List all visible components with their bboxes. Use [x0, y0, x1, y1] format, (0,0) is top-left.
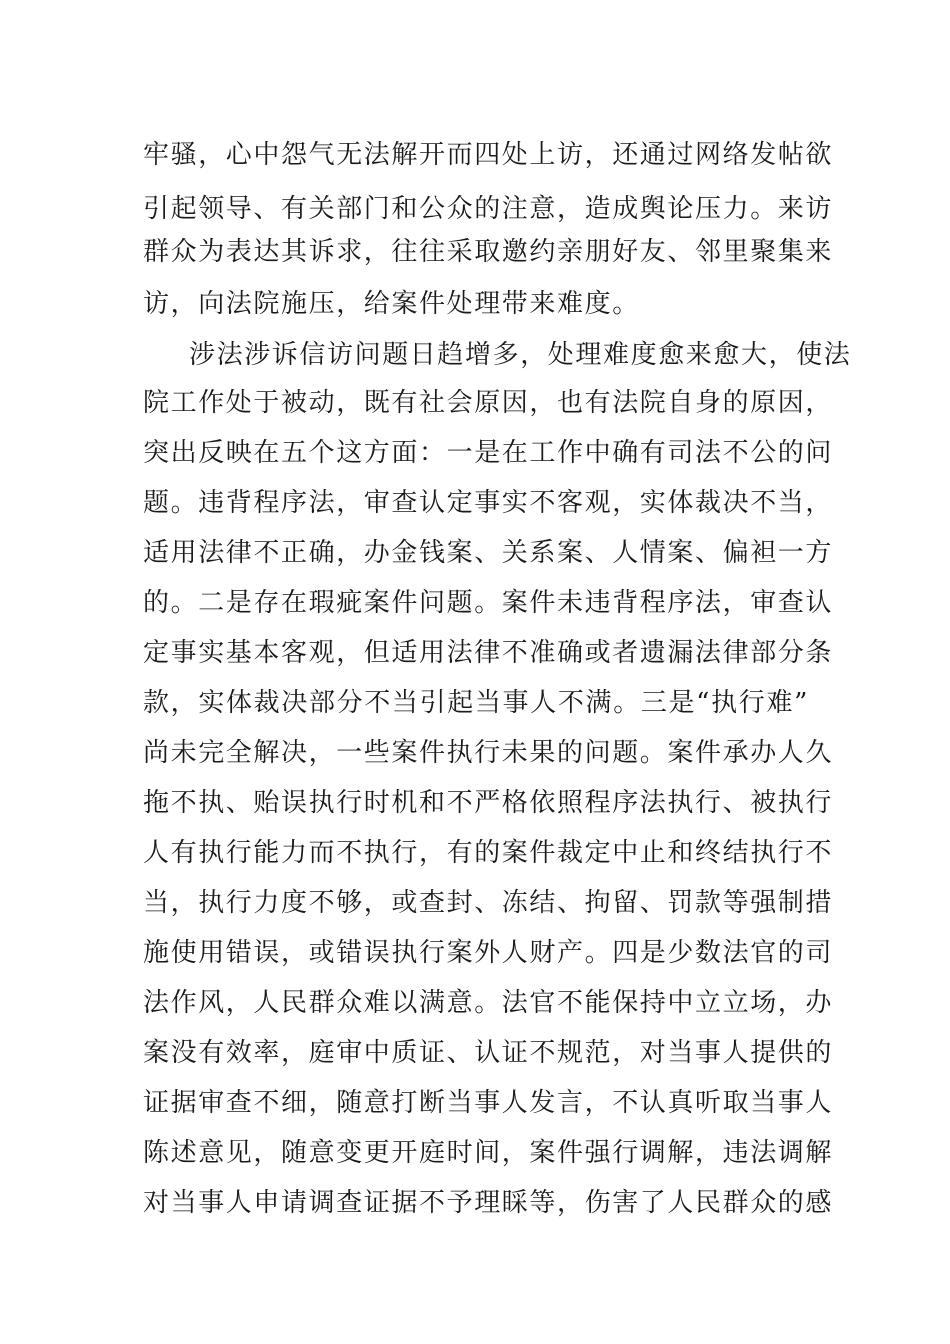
paragraph-2-line-15: 案没有效率，庭审中质证、认证不规范，对当事人提供的: [143, 1038, 834, 1068]
paragraph-2-line-7: 定事实基本客观，但适用法律不准确或者遗漏法律部分条: [143, 638, 834, 668]
paragraph-1-line-2: 引起领导、有关部门和公众的注意，造成舆论压力。来访: [143, 194, 834, 224]
paragraph-2-line-18: 对当事人申请调查证据不予理睬等，伤害了人民群众的感: [143, 1188, 834, 1218]
paragraph-2-line-3: 突出反映在五个这方面：一是在工作中确有司法不公的问: [143, 438, 834, 468]
paragraph-2-line-11: 人有执行能力而不执行，有的案件裁定中止和终结执行不: [143, 838, 834, 868]
paragraph-2-line-2: 院工作处于被动，既有社会原因，也有法院自身的原因，: [143, 388, 834, 418]
paragraph-2-line-16: 证据审查不细，随意打断当事人发言，不认真听取当事人: [143, 1088, 834, 1118]
paragraph-1-line-3: 群众为表达其诉求，往往采取邀约亲朋好友、邻里聚集来: [143, 237, 834, 267]
paragraph-2-line-9: 尚未完全解决，一些案件执行未果的问题。案件承办人久: [143, 738, 834, 768]
paragraph-2-line-12: 当，执行力度不够，或查封、冻结、拘留、罚款等强制措: [143, 888, 834, 918]
paragraph-2-line-17: 陈述意见，随意变更开庭时间，案件强行调解，违法调解: [143, 1138, 834, 1168]
paragraph-2-line-4: 题。违背程序法，审查认定事实不客观，实体裁决不当，: [143, 488, 834, 518]
paragraph-2-line-14: 法作风，人民群众难以满意。法官不能保持中立立场，办: [143, 988, 834, 1018]
paragraph-1-line-4: 访，向法院施压，给案件处理带来难度。: [143, 289, 640, 319]
paragraph-2-line-6: 的。二是存在瑕疵案件问题。案件未违背程序法，审查认: [143, 588, 834, 618]
paragraph-2-line-1: 涉法涉诉信访问题日趋增多，处理难度愈来愈大，使法: [189, 340, 852, 370]
paragraph-2-line-8: 款，实体裁决部分不当引起当事人不满。三是“执行难”: [143, 688, 809, 718]
paragraph-2-line-10: 拖不执、贻误执行时机和不严格依照程序法执行、被执行: [143, 788, 834, 818]
paragraph-1-line-1: 牢骚，心中怨气无法解开而四处上访，还通过网络发帖欲: [143, 140, 834, 170]
paragraph-2-line-13: 施使用错误，或错误执行案外人财产。四是少数法官的司: [143, 938, 834, 968]
paragraph-2-line-5: 适用法律不正确，办金钱案、关系案、人情案、偏袒一方: [143, 538, 834, 568]
